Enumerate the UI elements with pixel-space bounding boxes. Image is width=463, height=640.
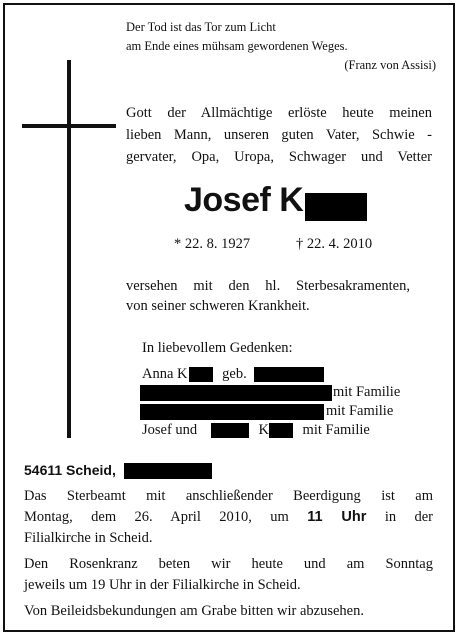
condolence-note: Von Beileidsbekundungen am Grabe bitten wir abzusehen. [24,603,364,619]
quote-line-1: Der Tod ist das Tor zum Licht [126,20,276,34]
redacted-text [140,385,332,401]
redacted-text [254,367,324,382]
funeral-line-3: Filialkirche in Scheid. [24,530,153,546]
redacted-surname [305,193,367,221]
deceased-name: Josef K [184,181,304,219]
redacted-text [269,423,293,438]
mourner-row-2 [140,383,400,401]
sacraments-line-2: von seiner schweren Krankheit. [126,298,310,314]
address-row [24,460,212,480]
funeral-line-2 [24,507,433,528]
announcement-text [126,102,432,168]
mourner-josef-und: Josef und [142,422,198,438]
cross-horizontal-bar [22,124,116,128]
mit-familie-label: mit Familie [333,384,401,400]
announcement-line-1: Gott der Allmächtige erlöste heute meinen [126,105,432,121]
redacted-text [124,463,212,479]
death-date: † 22. 4. 2010 [296,236,373,252]
address-text: 54611 Scheid, [24,462,116,478]
deceased-name-row [184,180,367,220]
announcement-line-2: lieben Mann, unseren guten Vater, Schwie - [126,127,432,143]
quote-author: (Franz von Assisi) [344,58,436,72]
funeral-line-1: Das Sterbeamt mit anschließender Beerdigung ist am [24,488,433,504]
rosary-line-2: jeweils um 19 Uhr in der Filialkirche in Scheid. [24,577,301,593]
funeral-info [24,486,433,622]
cross-vertical-bar [67,60,71,438]
mourner-k: K [258,422,269,438]
quote-line-2: am Ende eines mühsam gewordenen Weges. [126,39,348,53]
mourner-row-4 [142,421,370,439]
mourner-anna: Anna K [142,366,188,382]
funeral-time: 11 Uhr [307,509,367,525]
quote-block [126,18,436,75]
mourner-row-1 [142,365,324,383]
rosary-line-1: Den Rosenkranz beten wir heute und am Sonntag [24,556,433,572]
mourner-row-3 [140,402,393,420]
redacted-text [211,423,249,438]
mourners-intro: In liebevollem Gedenken: [142,340,293,356]
mourner-geb: geb. [222,366,247,382]
redacted-text [140,404,324,420]
sacraments-line-1: versehen mit den hl. Sterbesakramenten, [126,278,410,294]
mit-familie-label: mit Familie [326,403,394,419]
funeral-date-text: Montag, dem 26. April 2010, um [24,509,289,525]
funeral-in-der: in der [384,509,434,525]
redacted-text [189,367,213,382]
sacraments-text [126,276,410,316]
birth-date: * 22. 8. 1927 [174,236,251,252]
mit-familie-label: mit Familie [302,422,370,438]
announcement-line-3: gervater, Opa, Uropa, Schwager und Vetter [126,149,432,165]
